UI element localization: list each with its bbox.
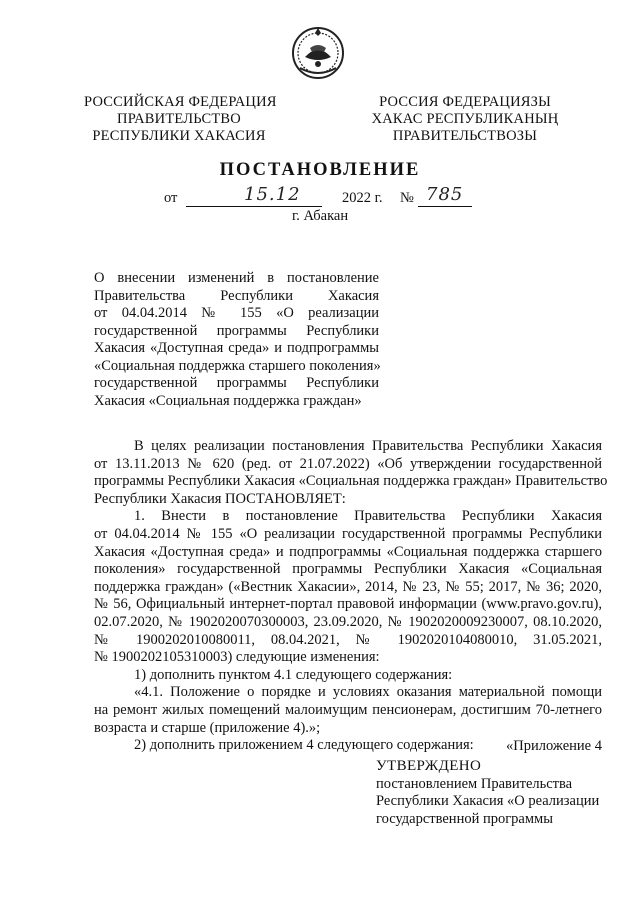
body-line: поддержка граждан» («Вестник Хакасии», 2014, № 23, № 55; 2017, № 36; 2020, — [94, 578, 602, 595]
subject-line: Хакасия «Доступная среда» и подпрограммы — [94, 340, 379, 356]
subject-line: Правительства Республики Хакасия — [94, 287, 379, 304]
document-title: ПОСТАНОВЛЕНИЕ — [219, 160, 421, 180]
approval-line: постановлением Правительства — [376, 775, 573, 792]
subject-line: государственной программы Республики — [94, 375, 379, 391]
body-line: № 56, Официальный интернет-портал правовой информации (www.pravo.gov.ru), — [94, 596, 602, 613]
appendix-block — [94, 738, 602, 827]
approval-block — [376, 758, 616, 828]
header-right-line-1: РОССИЯ ФЕДЕРАЦИЯЗЫ — [379, 94, 551, 110]
document-body — [94, 438, 608, 755]
body-line: 2) дополнить приложением 4 следующего содержания: — [134, 737, 474, 754]
header-right-line-3: ПРАВИТЕЛЬСТВОЗЫ — [392, 128, 538, 144]
header-right — [370, 94, 560, 145]
date-handwritten: 15.12 — [244, 184, 301, 205]
body-line: на ремонт жилых помещений малоимущим пенсионерам, достигшим 70-летнего — [94, 701, 602, 718]
subject-line: О внесении изменений в постановление — [94, 270, 379, 286]
body-line: 02.07.2020, № 1902020070300003, 23.09.2020, № 1902020009230007, 08.10.2020, — [94, 613, 602, 630]
body-line: № 1900202010080011, 08.04.2021, № 1902020104080010, 31.05.2021, — [94, 631, 602, 648]
header-left-line-2: ПРАВИТЕЛЬСТВО — [117, 111, 241, 127]
approval-line: государственной программы — [376, 810, 553, 827]
body-line: Хакасия «Доступная среда» и подпрограммы «Социальная поддержка старшего — [94, 543, 602, 560]
date-from-label: от — [164, 190, 178, 206]
body-line: 1. Внести в постановление Правительства Республики Хакасия — [134, 508, 602, 525]
coat-of-arms-emblem — [290, 24, 346, 80]
approval-line: Республики Хакасия «О реализации — [376, 793, 600, 810]
body-line: В целях реализации постановления Правительства Республики Хакасия — [134, 438, 602, 454]
subject-block — [94, 270, 379, 410]
number-underline — [418, 206, 472, 207]
body-line: возраста и старше (приложение 4).»; — [94, 719, 321, 736]
body-line: от 04.04.2014 № 155 «О реализации государственной программы Республики — [94, 525, 602, 542]
year-label: 2022 г. — [342, 190, 383, 206]
subject-line: от 04.04.2014 № 155 «О реализации — [94, 305, 379, 321]
subject-line: государственной программы Республики — [94, 322, 379, 339]
body-line: Республики Хакасия ПОСТАНОВЛЯЕТ: — [94, 490, 346, 507]
date-underline — [186, 206, 322, 207]
body-line: от 13.11.2013 № 620 (ред. от 21.07.2022) «Об утверждении государственной — [94, 455, 602, 472]
city-label: г. Абакан — [292, 208, 349, 224]
approved-heading: УТВЕРЖДЕНО — [376, 758, 482, 774]
header-left-line-1: РОССИЙСКАЯ ФЕДЕРАЦИЯ — [84, 94, 277, 110]
body-line: 1) дополнить пунктом 4.1 следующего содержания: — [134, 666, 453, 683]
body-line: «4.1. Положение о порядке и условиях оказания материальной помощи — [134, 684, 602, 701]
body-line: № 1900202105310003) следующие изменения: — [94, 649, 380, 666]
subject-line: «Социальная поддержка старшего поколения» — [94, 357, 381, 374]
subject-line: Хакасия «Социальная поддержка граждан» — [94, 392, 362, 409]
header-left — [84, 94, 277, 145]
body-line: программы Республики Хакасия «Социальная поддержка граждан» Правительство — [94, 473, 608, 490]
appendix-label: «Приложение 4 — [506, 738, 602, 754]
body-line: поколения» государственной программы Республики Хакасия «Социальная — [94, 561, 602, 578]
header-left-line-3: РЕСПУБЛИКИ ХАКАСИЯ — [92, 128, 266, 144]
number-handwritten: 785 — [426, 184, 464, 205]
header-right-line-2: ХАКАС РЕСПУБЛИКАНЫҢ — [371, 111, 559, 127]
number-label: № — [400, 190, 414, 206]
